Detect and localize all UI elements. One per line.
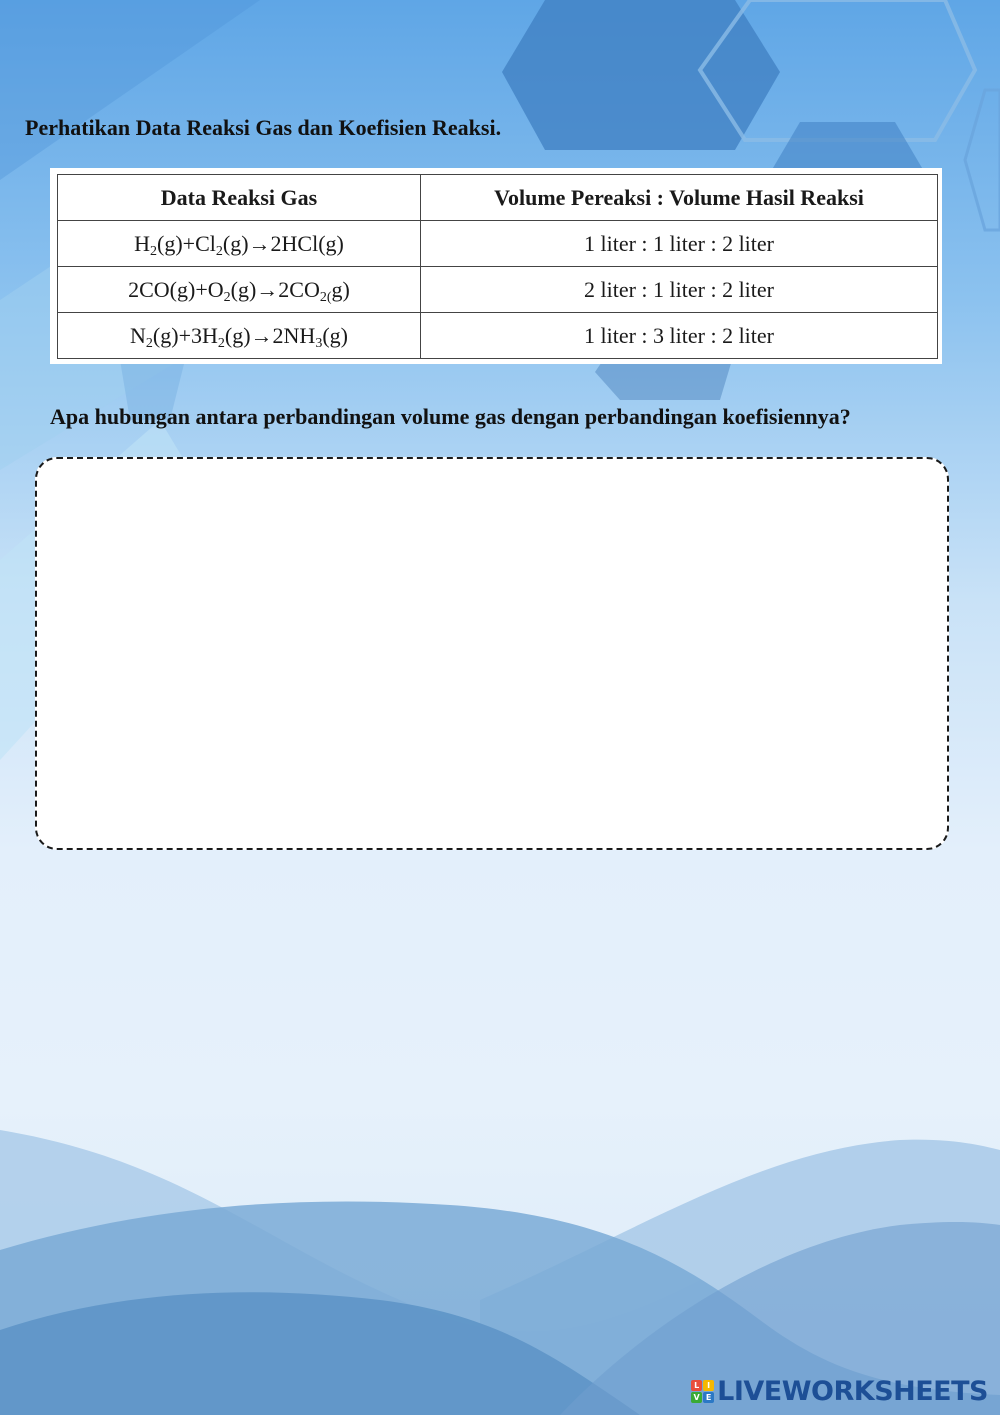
header-reaction-data: Data Reaksi Gas [58, 175, 421, 221]
question-text: Apa hubungan antara perbandingan volume gas dengan perbandingan koefisiennya? [50, 404, 851, 429]
logo-tile-v: V [691, 1392, 702, 1403]
reaction-equation-co-o2: $2CO(g)+O_2(g)\to 2CO_{2(}g$) [58, 267, 421, 313]
reaction-equation-n2-h2: $N_2(g)+3H_2(g)\to 2NH_3(g)$ [58, 313, 421, 359]
reaction-table-container [50, 168, 942, 364]
table-row [58, 267, 938, 313]
instruction-text: Perhatikan Data Reaksi Gas dan Koefisien Reaksi. [25, 115, 502, 140]
brand-name: LIVEWORKSHEETS [717, 1376, 988, 1407]
reaction-data-table [57, 174, 938, 359]
liveworksheets-logo-icon [691, 1380, 714, 1403]
logo-tile-e: E [703, 1392, 714, 1403]
logo-tile-i: I [703, 1380, 714, 1391]
reaction-equation-h2-cl2: $H_2(g)+Cl_2(g)\to 2HCl(g)$ [58, 221, 421, 267]
volume-ratio-cell: 1 liter : 1 liter : 2 liter [421, 221, 938, 267]
logo-tile-l: L [691, 1380, 702, 1391]
volume-ratio-cell: 2 liter : 1 liter : 2 liter [421, 267, 938, 313]
table-row [58, 313, 938, 359]
liveworksheets-brand [691, 1376, 988, 1407]
volume-ratio-cell: 1 liter : 3 liter : 2 liter [421, 313, 938, 359]
table-row [58, 221, 938, 267]
answer-input[interactable] [37, 459, 947, 848]
header-volume-ratio: Volume Pereaksi : Volume Hasil Reaksi [421, 175, 938, 221]
table-header-row [58, 175, 938, 221]
answer-box [35, 457, 949, 850]
